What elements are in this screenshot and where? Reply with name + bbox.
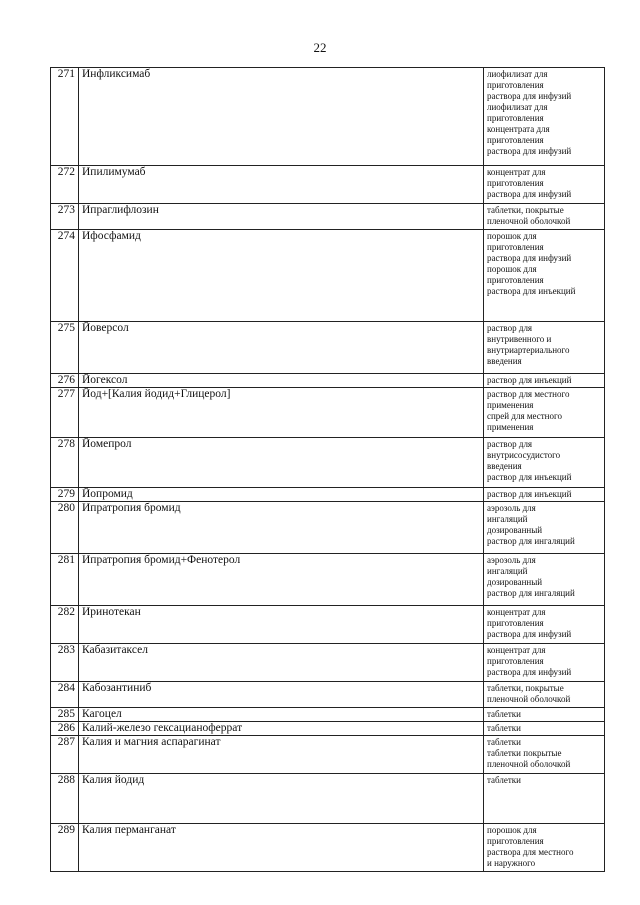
- dosage-form-line: порошок для: [487, 231, 537, 241]
- dosage-form-line: и наружного: [487, 858, 536, 868]
- table-row: [51, 322, 605, 374]
- drug-name: Калия йодид: [79, 774, 484, 824]
- dosage-forms: [484, 374, 605, 388]
- drug-name: Иринотекан: [79, 606, 484, 644]
- dosage-form-line: раствор для ингаляций: [487, 536, 575, 546]
- dosage-forms: [484, 708, 605, 722]
- dosage-forms: [484, 736, 605, 774]
- dosage-form-line: внутрисосудистого: [487, 450, 561, 460]
- drug-name: Ипилимумаб: [79, 166, 484, 204]
- drug-name: Йомепрол: [79, 438, 484, 488]
- table-row: [51, 388, 605, 438]
- row-number: 276: [51, 374, 79, 388]
- dosage-form-line: дозированный: [487, 577, 543, 587]
- dosage-form-line: аэрозоль для: [487, 555, 536, 565]
- dosage-form-line: таблетки: [487, 723, 522, 733]
- drug-name: Йогексол: [79, 374, 484, 388]
- row-number: 284: [51, 682, 79, 708]
- drug-name: Калия перманганат: [79, 824, 484, 872]
- row-number: 285: [51, 708, 79, 722]
- dosage-form-line: ингаляций: [487, 514, 528, 524]
- page-number: 22: [313, 40, 327, 55]
- table-body: [51, 68, 605, 872]
- table-row: [51, 438, 605, 488]
- row-number: 288: [51, 774, 79, 824]
- row-number: 282: [51, 606, 79, 644]
- dosage-form-line: раствора для инфузий: [487, 91, 572, 101]
- row-number: 275: [51, 322, 79, 374]
- dosage-forms: [484, 774, 605, 824]
- drug-name: Калия и магния аспарагинат: [79, 736, 484, 774]
- table-row: [51, 606, 605, 644]
- drug-name: Кагоцел: [79, 708, 484, 722]
- row-number: 271: [51, 68, 79, 166]
- dosage-forms: [484, 204, 605, 230]
- dosage-form-line: таблетки: [487, 737, 522, 747]
- dosage-form-line: раствор для инъекций: [487, 472, 572, 482]
- drug-name: Инфликсимаб: [79, 68, 484, 166]
- table-row: [51, 502, 605, 554]
- drug-name: Ипратропия бромид: [79, 502, 484, 554]
- table-row: [51, 488, 605, 502]
- dosage-forms: [484, 824, 605, 872]
- table-row: [51, 554, 605, 606]
- dosage-form-line: концентрат для: [487, 607, 546, 617]
- dosage-form-line: раствора для инфузий: [487, 667, 572, 677]
- dosage-form-line: введения: [487, 461, 522, 471]
- table-row: [51, 68, 605, 166]
- dosage-forms: [484, 438, 605, 488]
- table-row: [51, 774, 605, 824]
- drug-name: Кабазитаксел: [79, 644, 484, 682]
- dosage-forms: [484, 644, 605, 682]
- dosage-form-line: концентрата для: [487, 124, 550, 134]
- row-number: 289: [51, 824, 79, 872]
- drug-name: Ипратропия бромид+Фенотерол: [79, 554, 484, 606]
- dosage-form-line: аэрозоль для: [487, 503, 536, 513]
- dosage-forms: [484, 554, 605, 606]
- row-number: 283: [51, 644, 79, 682]
- row-number: 277: [51, 388, 79, 438]
- dosage-form-line: приготовления: [487, 113, 544, 123]
- table-row: [51, 708, 605, 722]
- dosage-form-line: пленочной оболочкой: [487, 216, 571, 226]
- dosage-forms: [484, 606, 605, 644]
- dosage-form-line: таблетки: [487, 709, 522, 719]
- drug-name: Кабозантиниб: [79, 682, 484, 708]
- dosage-form-line: раствора для инфузий: [487, 629, 572, 639]
- dosage-form-line: введения: [487, 356, 522, 366]
- dosage-form-line: таблетки покрытые: [487, 748, 562, 758]
- dosage-forms: [484, 166, 605, 204]
- dosage-form-line: раствора для инфузий: [487, 253, 572, 263]
- table-row: [51, 166, 605, 204]
- dosage-form-line: раствор для инъекций: [487, 375, 572, 385]
- row-number: 279: [51, 488, 79, 502]
- dosage-form-line: спрей для местного: [487, 411, 562, 421]
- drug-name: Йод+[Калия йодид+Глицерол]: [79, 388, 484, 438]
- dosage-form-line: приготовления: [487, 275, 544, 285]
- dosage-form-line: приготовления: [487, 80, 544, 90]
- dosage-form-line: применения: [487, 422, 534, 432]
- table-row: [51, 644, 605, 682]
- drug-register-table: [50, 67, 605, 872]
- dosage-form-line: таблетки, покрытые: [487, 683, 564, 693]
- dosage-forms: [484, 502, 605, 554]
- drug-name: Ипраглифлозин: [79, 204, 484, 230]
- row-number: 274: [51, 230, 79, 322]
- drug-name: Калий-железо гексацианоферрат: [79, 722, 484, 736]
- dosage-form-line: раствора для местного: [487, 847, 574, 857]
- dosage-form-line: раствор для инъекций: [487, 489, 572, 499]
- table-row: [51, 682, 605, 708]
- row-number: 281: [51, 554, 79, 606]
- row-number: 280: [51, 502, 79, 554]
- dosage-form-line: таблетки: [487, 775, 522, 785]
- table-row: [51, 230, 605, 322]
- dosage-form-line: приготовления: [487, 178, 544, 188]
- drug-name: Йоверсол: [79, 322, 484, 374]
- dosage-forms: [484, 230, 605, 322]
- table-row: [51, 736, 605, 774]
- drug-name: Йопромид: [79, 488, 484, 502]
- dosage-form-line: приготовления: [487, 656, 544, 666]
- dosage-form-line: лиофилизат для: [487, 102, 548, 112]
- dosage-form-line: раствора для инфузий: [487, 189, 572, 199]
- row-number: 273: [51, 204, 79, 230]
- dosage-form-line: раствор для местного: [487, 389, 570, 399]
- dosage-form-line: раствор для ингаляций: [487, 588, 575, 598]
- dosage-forms: [484, 388, 605, 438]
- dosage-form-line: пленочной оболочкой: [487, 694, 571, 704]
- dosage-form-line: пленочной оболочкой: [487, 759, 571, 769]
- dosage-forms: [484, 722, 605, 736]
- drug-name: Ифосфамид: [79, 230, 484, 322]
- dosage-form-line: раствор для: [487, 323, 533, 333]
- dosage-form-line: приготовления: [487, 135, 544, 145]
- dosage-forms: [484, 682, 605, 708]
- row-number: 278: [51, 438, 79, 488]
- table-row: [51, 722, 605, 736]
- dosage-form-line: порошок для: [487, 825, 537, 835]
- dosage-form-line: ингаляций: [487, 566, 528, 576]
- table-row: [51, 204, 605, 230]
- dosage-forms: [484, 322, 605, 374]
- dosage-form-line: применения: [487, 400, 534, 410]
- dosage-forms: [484, 488, 605, 502]
- dosage-form-line: приготовления: [487, 242, 544, 252]
- dosage-forms: [484, 68, 605, 166]
- table-row: [51, 374, 605, 388]
- row-number: 272: [51, 166, 79, 204]
- row-number: 286: [51, 722, 79, 736]
- dosage-form-line: дозированный: [487, 525, 543, 535]
- table-row: [51, 824, 605, 872]
- dosage-form-line: приготовления: [487, 618, 544, 628]
- dosage-form-line: раствор для: [487, 439, 533, 449]
- dosage-form-line: приготовления: [487, 836, 544, 846]
- dosage-form-line: порошок для: [487, 264, 537, 274]
- dosage-form-line: таблетки, покрытые: [487, 205, 564, 215]
- dosage-form-line: внутривенного и: [487, 334, 552, 344]
- dosage-form-line: концентрат для: [487, 167, 546, 177]
- dosage-form-line: концентрат для: [487, 645, 546, 655]
- dosage-form-line: лиофилизат для: [487, 69, 548, 79]
- row-number: 287: [51, 736, 79, 774]
- dosage-form-line: внутриартериального: [487, 345, 570, 355]
- dosage-form-line: раствора для инъекций: [487, 286, 576, 296]
- dosage-form-line: раствора для инфузий: [487, 146, 572, 156]
